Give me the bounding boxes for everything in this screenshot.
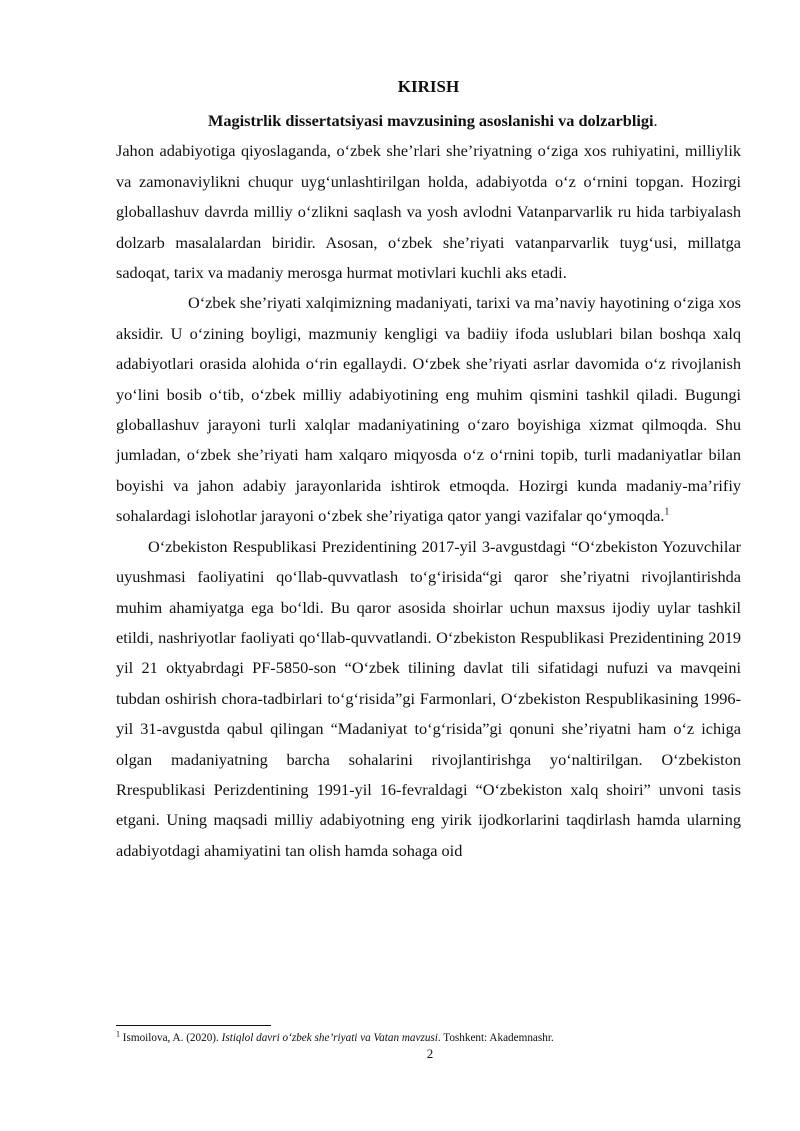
footnote-title: Istiqlol davri o‘zbek she’riyati va Vatan mavzusi	[221, 1032, 438, 1044]
footnote-reference[interactable]: 1	[664, 506, 670, 518]
footnote-author: Ismoilova, A. (2020).	[122, 1032, 222, 1044]
footnote-mark: 1	[116, 1029, 120, 1039]
paragraph-3: O‘zbekiston Respublikasi Prezidentining 2017-yil 3-avgustdagi “O‘zbekiston Yozuvchilar uyushmasi faoliyatini qo‘llab-quvvatlash to‘g‘irisida“gi qaror she’riyatni rivojlantirishda muhim ahamiyatga ega bo‘ldi. Bu qaror asosida shoirlar uchun maxsus ijodiy uylar tashkil etildi, nashriyotlar faoliyati qo‘llab-quvvatlandi. O‘zbekiston Respublikasi Prezidentining 2019 yil 21 oktyabrdagi PF-5850-son “O‘zbek tilining davlat tili sifatidagi nufuzi va mavqeini tubdan oshirish chora-tadbirlari to‘g‘risida”gi Farmonlari, O‘zbekiston Respublikasining 1996-yil 31-avgustda qabul qilingan “Madaniyat to‘g‘risida”gi qonuni she’riyatni ham o‘z ichiga olgan madaniyatning barcha sohalarini rivojlantirishga yo‘naltirilgan. O‘zbekiston Rrespublikasi Perizdentining 1991-yil 16-fevraldagi “O‘zbekiston xalq shoiri” unvoni tasis etgani. Uning maqsadi milliy adabiyotning eng yirik ijodkorlarini taqdirlash hamda ularning adabiyotdagi ahamiyatini tan olish hamda sohaga oid	[116, 536, 741, 860]
paragraph-2	[116, 288, 741, 531]
footnote	[116, 1031, 741, 1046]
footnote-publisher: . Toshkent: Akademnashr.	[437, 1032, 554, 1044]
section-subtitle: Magistrlik dissertatsiyasi mavzusining asoslanishi va dolzarbligi	[208, 111, 654, 130]
page-number: 2	[426, 1046, 434, 1061]
paragraph-2-text: O‘zbek she’riyati xalqimizning madaniyati, tarixi va ma’naviy hayotining o‘ziga xos aksidir. U o‘zining boyligi, mazmuniy kengligi va badiiy ifoda uslublari bilan boshqa xalq adabiyotlari orasida alohida o‘rin egallaydi. O‘zbek she’riyati asrlar davomida o‘z rivojlanish yo‘lini bosib o‘tib, o‘zbek milliy adabiyotining eng muhim qismini tashkil qiladi. Bugungi globallashuv jarayoni turli xalqlar madaniyatining o‘zaro boyishiga xizmat qilmoqda. Shu jumladan, o‘zbek she’riyati ham xalqaro miqyosda o‘z o‘rnini topib, turli madaniyatlar bilan boyishi va jahon adabiy jarayonlarida ishtirok etmoqda. Hozirgi kunda madaniy-ma’rifiy sohalardagi islohotlar jarayoni o‘zbek she’riyatiga qator yangi vazifalar qo‘ymoqda.	[116, 293, 741, 526]
section-heading: KIRISH	[397, 77, 460, 96]
footnote-separator	[116, 1025, 271, 1026]
body-text	[116, 106, 741, 866]
subtitle-line	[116, 106, 741, 136]
paragraph-1: Jahon adabiyotiga qiyoslaganda, o‘zbek she’rlari she’riyatning o‘ziga xos ruhiyatini, milliylik va zamonaviylikni chuqur uyg‘unlashtirilgan holda, adabiyotda o‘z o‘rnini topgan. Hozirgi globallashuv davrda milliy o‘zlikni saqlash va yosh avlodni Vatanparvarlik ru hida tarbiyalash dolzarb masalalardan biridir. Asosan, o‘zbek she’riyati vatanparvarlik tuyg‘usi, millatga sadoqat, tarix va madaniy merosga hurmat motivlari kuchli aks etadi.	[116, 141, 741, 283]
subtitle-period: .	[653, 111, 658, 130]
